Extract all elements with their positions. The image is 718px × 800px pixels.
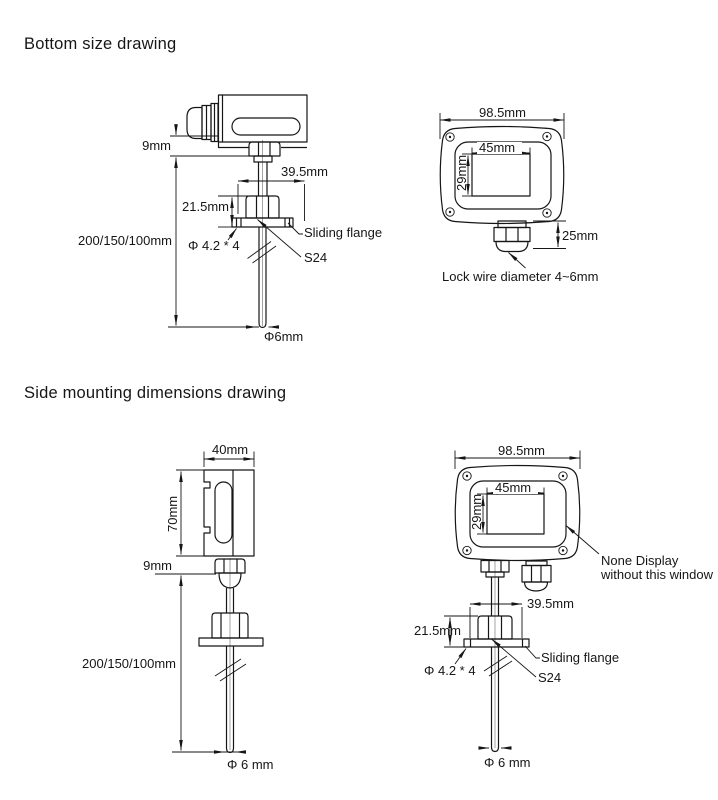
dim-housing-width-label: 98.5mm (479, 105, 526, 120)
cable-gland-dome (187, 108, 202, 139)
probe-fitting-nut (249, 142, 280, 196)
dim-probe-diameter (216, 752, 273, 772)
note-no-display-line2: without this window (601, 567, 713, 582)
dim-probe-diameter (481, 748, 531, 770)
dim-offset-label: 9mm (142, 138, 171, 153)
break-mark (215, 659, 241, 676)
dim-insertion-length (82, 576, 236, 753)
dim-window-height-label: 29mm (454, 154, 469, 191)
bracket-side-view (199, 470, 263, 753)
dim-flange-width (238, 164, 328, 221)
dim-nut-height-label: 21.5mm (414, 623, 461, 638)
label-sliding-flange (525, 646, 619, 665)
dim-window-width (487, 480, 544, 499)
probe-rod (484, 647, 512, 752)
break-mark (489, 661, 512, 676)
dim-insertion-length-label: 200/150/100mm (82, 656, 176, 671)
label-wrench-size-text: S24 (538, 670, 562, 685)
dim-bracket-height (165, 470, 205, 556)
callout-mount-holes (188, 229, 240, 254)
display-window (472, 154, 530, 196)
note-lock-wire-text: Lock wire diameter 4~6mm (442, 269, 599, 284)
note-no-display-line1: None Display (601, 553, 679, 568)
dim-flange-width (470, 596, 574, 638)
dim-window-height (454, 154, 472, 196)
dim-gland-height (533, 221, 598, 249)
dim-housing-width (440, 105, 564, 139)
callout-mount-holes-label: Φ 4.2 * 4 (424, 663, 476, 678)
dim-window-width-label: 45mm (479, 140, 516, 155)
dim-housing-width-label: 98.5mm (498, 443, 545, 458)
label-sliding-flange-text: Sliding flange (304, 225, 383, 240)
housing-slot (232, 118, 300, 135)
dim-offset-9mm (143, 558, 216, 574)
dim-probe-diameter (248, 327, 303, 344)
note-lock-wire (442, 253, 598, 285)
bracket-slot (215, 482, 232, 543)
sliding-flange (199, 638, 263, 646)
dim-flange-width-label: 39.5mm (281, 164, 328, 179)
bottom-cable-gland (494, 221, 530, 252)
display-window (487, 494, 544, 534)
dim-window-width (472, 140, 530, 159)
dim-bracket-height-label: 70mm (165, 495, 180, 532)
section-title-bottom: Bottom size drawing (24, 35, 177, 53)
break-mark (253, 246, 277, 263)
label-wrench-size-text: S24 (304, 250, 328, 265)
dim-nut-height-label: 21.5mm (182, 199, 229, 214)
callout-mount-holes (424, 649, 476, 679)
label-sliding-flange-text: Sliding flange (541, 650, 620, 665)
dim-flange-width-label: 39.5mm (527, 596, 574, 611)
dim-nut-height (414, 616, 478, 647)
dim-bracket-width-label: 40mm (212, 442, 249, 457)
dim-offset-label: 9mm (143, 558, 172, 573)
dim-bracket-width (204, 442, 254, 467)
bottom-cable-gland (522, 561, 551, 591)
note-no-display (566, 526, 714, 583)
dim-window-height-label: 29mm (469, 493, 484, 530)
break-mark (484, 656, 507, 671)
callout-mount-holes-label: Φ 4.2 * 4 (188, 238, 240, 253)
dim-probe-diameter-label: Φ 6 mm (227, 757, 274, 772)
side-mounting-drawing (82, 442, 714, 772)
bottom-size-drawing (78, 95, 598, 344)
dim-gland-height-label: 25mm (562, 228, 599, 243)
bracket-outline (204, 470, 254, 556)
dim-window-width-label: 45mm (495, 480, 532, 495)
probe-rod (248, 227, 277, 328)
dim-insertion-length-label: 200/150/100mm (78, 233, 172, 248)
section-title-side: Side mounting dimensions drawing (24, 384, 287, 402)
dim-offset-9mm (142, 124, 250, 156)
dim-window-height (469, 494, 487, 534)
label-sliding-flange (288, 223, 382, 240)
dim-probe-diameter-label: Φ6mm (264, 329, 304, 344)
dim-probe-diameter-label: Φ 6 mm (484, 755, 531, 770)
probe-rod (215, 646, 246, 753)
